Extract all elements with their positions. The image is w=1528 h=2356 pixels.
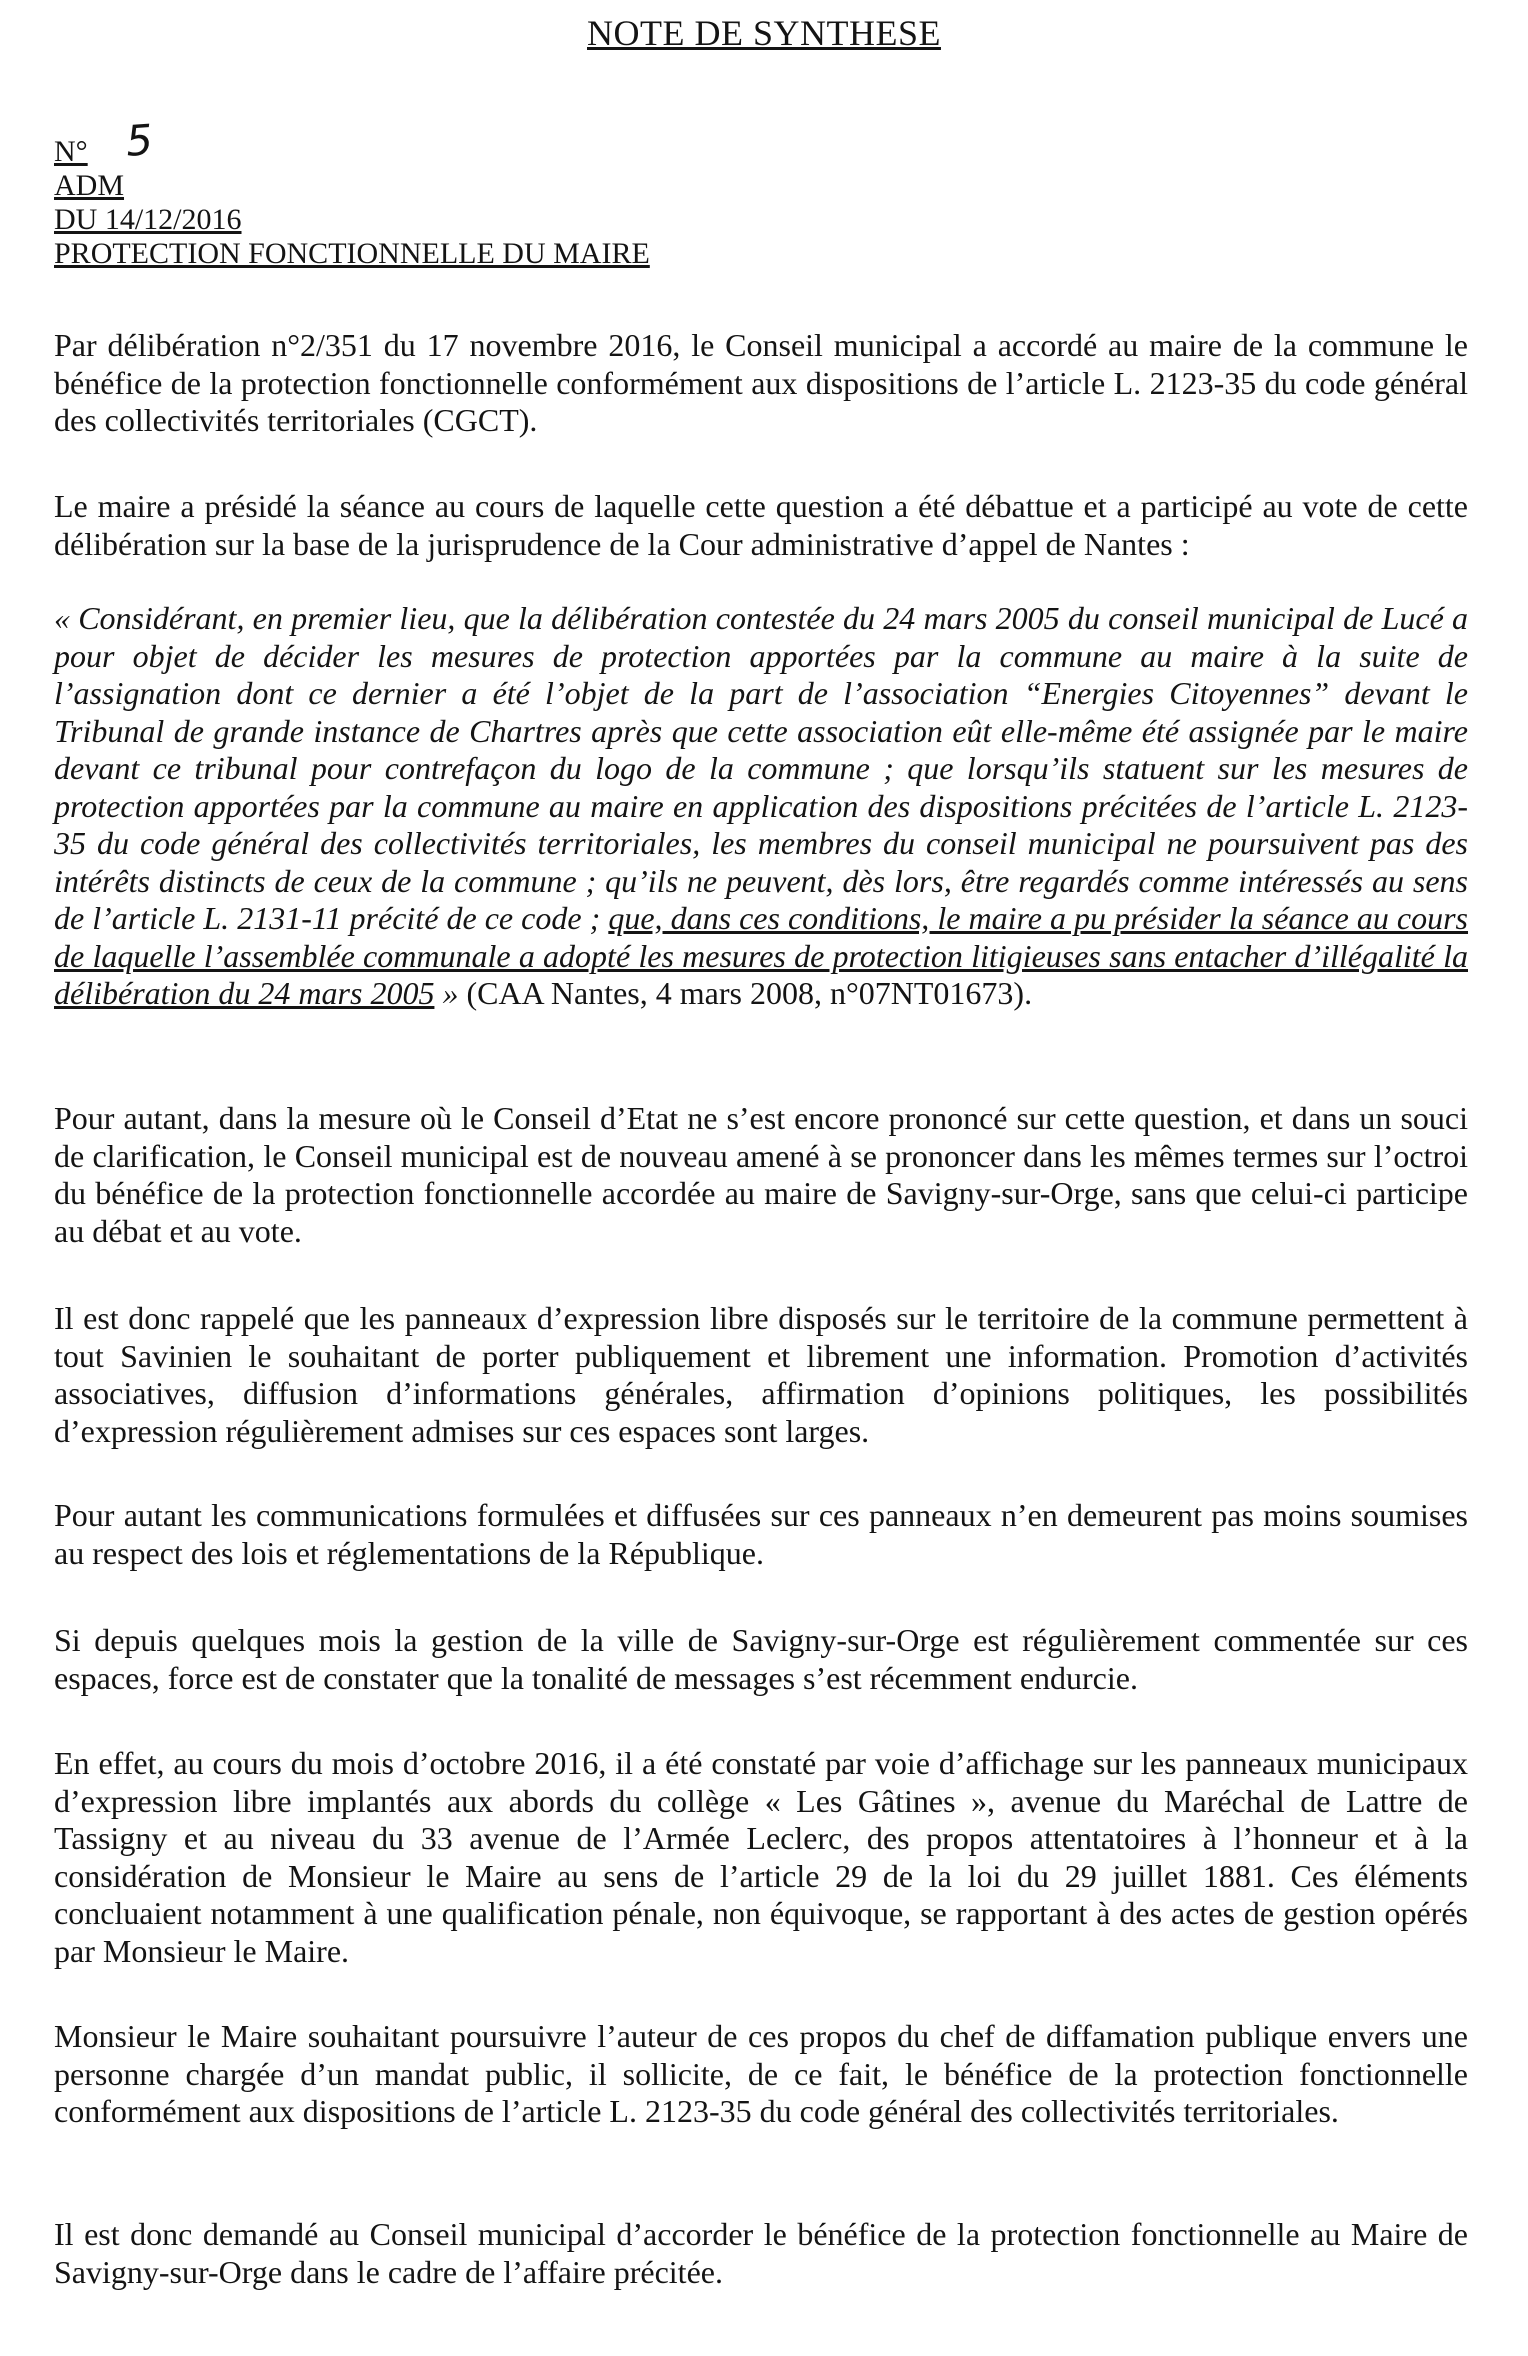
paragraph-3-quote bbox=[54, 600, 1468, 1013]
note-number-handwritten: 5 bbox=[123, 115, 155, 166]
document-header bbox=[54, 115, 650, 271]
quote-text: « Considérant, en premier lieu, que la délibération contestée du 24 mars 2005 du conseil municipal de Lucé a pour objet de décider les mesures de protection apportées par la commune au maire à la suite de l’assignation dont ce dernier a été l’objet de la part de l’association “Energies Citoyennes” devant le Tribunal de grande instance de Chartres après que cette association eût elle-même été assignée par le maire devant ce tribunal pour contrefaçon du logo de la commune ; que lorsqu’ils statuent sur les mesures de protection apportées par la commune au maire en application des dispositions précitées de l’article L. 2123-35 du code général des collectivités territoriales, les membres du conseil municipal ne poursuivent pas des intérêts distincts de ceux de la commune ; qu’ils ne peuvent, dès lors, être regardés comme intéressés au sens de l’article L. 2131-11 précité de ce code ; bbox=[54, 600, 1468, 936]
paragraph-8: En effet, au cours du mois d’octobre 2016, il a été constaté par voie d’affichage sur les panneaux municipaux d’expression libre implantés aux abords du collège « Les Gâtines », avenue du Maréchal de Lattre de Tassigny et au niveau du 33 avenue de l’Armée Leclerc, des propos attentatoires à l’honneur et à la considération de Monsieur le Maire au sens de l’article 29 de la loi du 29 juillet 1881. Ces éléments concluaient notamment à une qualification pénale, non équivoque, se rapportant à des actes de gestion opérés par Monsieur le Maire. bbox=[54, 1745, 1468, 1969]
paragraph-10: Il est donc demandé au Conseil municipal d’accorder le bénéfice de la protection fonctionnelle au Maire de Savigny-sur-Orge dans le cadre de l’affaire précitée. bbox=[54, 2216, 1468, 2290]
document-title: NOTE DE SYNTHESE bbox=[587, 13, 941, 53]
note-subject: PROTECTION FONCTIONNELLE DU MAIRE bbox=[54, 237, 650, 270]
quote-citation: (CAA Nantes, 4 mars 2008, n°07NT01673). bbox=[458, 975, 1033, 1011]
note-number-label: N° bbox=[54, 135, 88, 168]
paragraph-6: Pour autant les communications formulées et diffusées sur ces panneaux n’en demeurent pas moins soumises au respect des lois et réglementations de la République. bbox=[54, 1497, 1468, 1571]
paragraph-2: Le maire a présidé la séance au cours de laquelle cette question a été débattue et a participé au vote de cette délibération sur la base de la jurisprudence de la Cour administrative d’appel de Nantes : bbox=[54, 488, 1468, 562]
paragraph-9: Monsieur le Maire souhaitant poursuivre l’auteur de ces propos du chef de diffamation publique envers une personne chargée d’un mandat public, il sollicite, de ce fait, le bénéfice de la protection fonctionnelle conformément aux dispositions de l’article L. 2123-35 du code général des collectivités territoriales. bbox=[54, 2018, 1468, 2129]
quote-underlined-text: que, dans ces conditions, le maire a pu présider la séance au cours de laquelle l’assemblée communale a adopté les mesures de protection litigieuses sans entacher d’illégalité la délibération du 24 mars 2005 bbox=[54, 900, 1469, 1011]
note-number bbox=[54, 115, 650, 169]
note-service: ADM bbox=[54, 169, 125, 202]
note-date: DU 14/12/2016 bbox=[54, 203, 242, 236]
paragraph-1: Par délibération n°2/351 du 17 novembre 2016, le Conseil municipal a accordé au maire de la commune le bénéfice de la protection fonctionnelle conformément aux dispositions de l’article L. 2123-35 du code général des collectivités territoriales (CGCT). bbox=[54, 327, 1468, 438]
paragraph-5: Il est donc rappelé que les panneaux d’expression libre disposés sur le territoire de la commune permettent à tout Savinien le souhaitant de porter publiquement et librement une information. Promotion d’activités associatives, diffusion d’informations générales, affirmation d’opinions politiques, les possibilités d’expression régulièrement admises sur ces espaces sont larges. bbox=[54, 1300, 1468, 1449]
paragraph-7: Si depuis quelques mois la gestion de la ville de Savigny-sur-Orge est régulièrement commentée sur ces espaces, force est de constater que la tonalité de messages s’est récemment endurcie. bbox=[54, 1622, 1468, 1696]
quote-close: » bbox=[434, 975, 459, 1011]
paragraph-4: Pour autant, dans la mesure où le Conseil d’Etat ne s’est encore prononcé sur cette question, et dans un souci de clarification, le Conseil municipal est de nouveau amené à se prononcer dans les mêmes termes sur l’octroi du bénéfice de la protection fonctionnelle accordée au maire de Savigny-sur-Orge, sans que celui-ci participe au débat et au vote. bbox=[54, 1100, 1468, 1249]
